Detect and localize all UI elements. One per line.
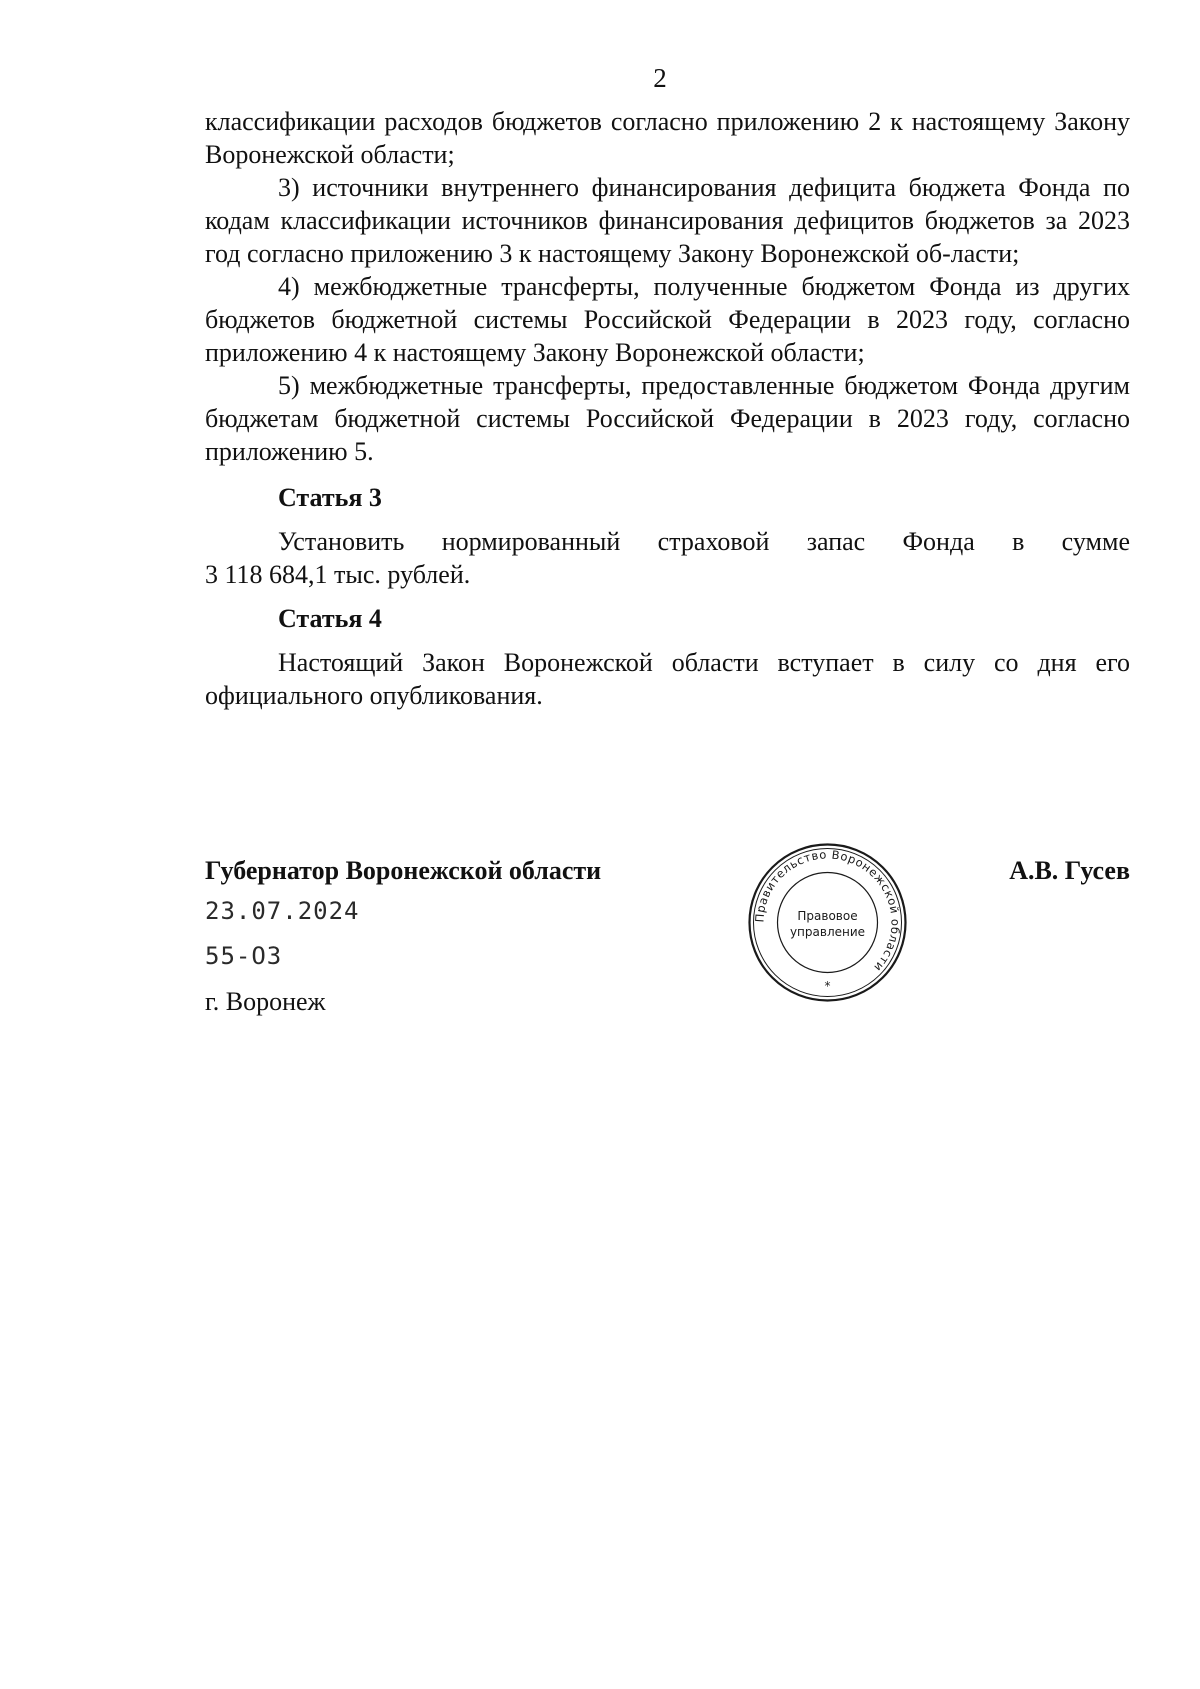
svg-text:Правовое: Правовое <box>797 909 858 923</box>
official-stamp <box>745 840 910 1005</box>
signature-block <box>205 855 1130 1015</box>
signing-date: 23.07.2024 <box>205 897 360 925</box>
signing-city: г. Воронеж <box>205 987 326 1016</box>
article-4-heading: Статья 4 <box>278 604 382 633</box>
governor-name: А.В. Гусев <box>1009 856 1130 885</box>
svg-text:управление: управление <box>789 925 866 939</box>
paragraph-item-4: 4) межбюджетные трансферты, полученные бюджетом Фонда из других бюджетов бюджетной системы Российской Федерации в 2023 году, согласно приложению 4 к настоящему Закону Воронежской области; <box>205 272 1130 367</box>
svg-text:Правительство Воронежской обла: Правительство Воронежской области <box>752 847 903 975</box>
paragraph-item-3: 3) источники внутреннего финансирования дефицита бюджета Фонда по кодам классификации источников финансирования дефицитов бюджетов за 2023 год согласно приложению 3 к настоящему Закону Воронежской об-ласти; <box>205 173 1130 268</box>
stamp-seal-graphic <box>745 840 910 1005</box>
article-3-text-line2: 3 118 684,1 тыс. рублей. <box>205 560 471 589</box>
article-3-heading: Статья 3 <box>278 483 382 512</box>
page-number: 2 <box>653 63 667 93</box>
svg-text:*: * <box>824 979 831 993</box>
law-number: 55-ОЗ <box>205 942 283 970</box>
law-body <box>205 105 1130 712</box>
article-3-text-line1: Установить нормированный страховой запас Фонда в сумме <box>278 527 1130 556</box>
paragraph-item-5: 5) межбюджетные трансферты, предоставленные бюджетом Фонда другим бюджетам бюджетной системы Российской Федерации в 2023 году, согласно приложению 5. <box>205 371 1130 466</box>
paragraph-classification: классификации расходов бюджетов согласно приложению 2 к настоящему Закону Воронежской области; <box>205 107 1130 169</box>
governor-title: Губернатор Воронежской области <box>205 856 602 885</box>
article-4-text: Настоящий Закон Воронежской области вступает в силу со дня его официального опубликования. <box>205 648 1130 710</box>
